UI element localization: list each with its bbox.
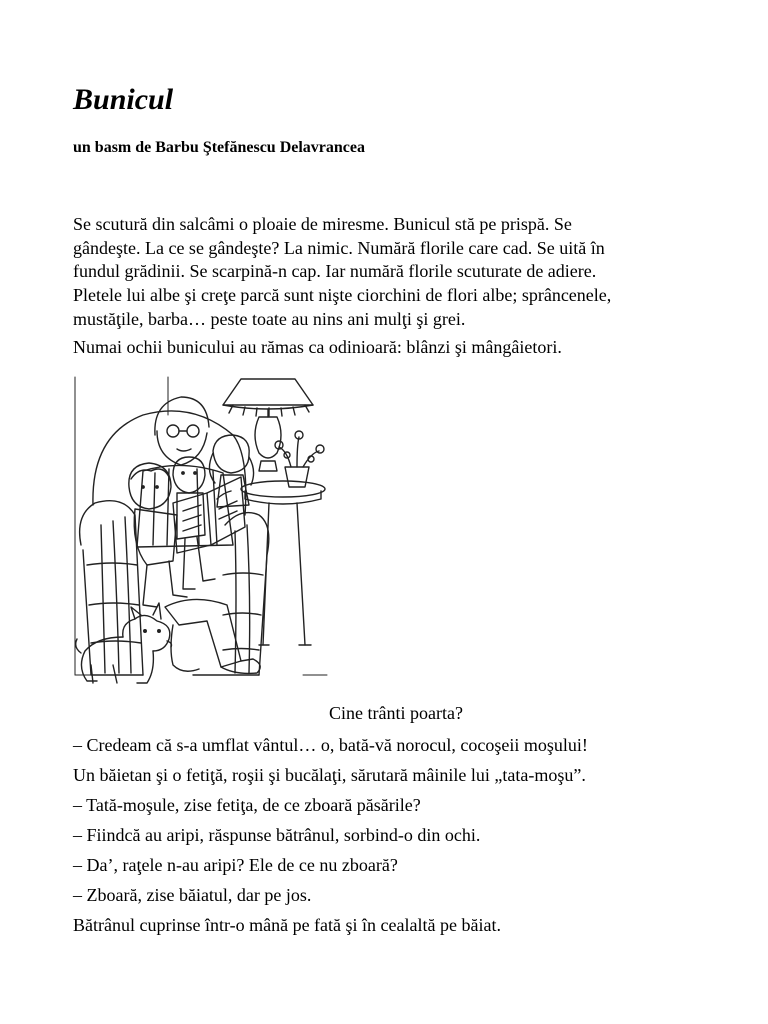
paragraph-line: Pletele lui albe şi creţe parcă sunt nişte ciorchini de flori albe; sprâncenele, <box>73 285 612 306</box>
paragraph-line: fundul grădinii. Se scarpină-n cap. Iar numără florile scuturate de adiere. <box>73 261 597 282</box>
paragraph-1 <box>73 213 713 332</box>
paragraph-2: Numai ochii bunicului au rămas ca odinioară: blânzi şi mângâietori. <box>73 337 562 357</box>
dialogue-line: Un băietan şi o fetiţă, roşii şi bucălaţi, sărutară mâinile lui „tata-moşu”. <box>73 765 586 785</box>
paragraph-line: gândeşte. La ce se gândeşte? La nimic. Numără florile care cad. Se uită în <box>73 237 605 258</box>
dialogue-line: – Credeam că s-a umflat vântul… o, bată-vă norocul, cocoşeii moşului! <box>73 735 588 755</box>
document-title: Bunicul <box>73 83 174 116</box>
paragraph-line: Se scutură din salcâmi o ploaie de miresme. Bunicul stă pe prispă. Se <box>73 214 572 234</box>
paragraph-line: mustăţile, barba… peste toate au nins ani mulţi şi grei. <box>73 308 466 329</box>
dialogue-line: – Fiindcă au aripi, răspunse bătrânul, sorbind-o din ochi. <box>73 825 481 845</box>
dialogue-block <box>73 730 588 940</box>
caption-text: Cine trânti poarta? <box>329 703 463 723</box>
grandfather-reading-to-children-illustration <box>73 375 329 715</box>
dialogue-line: – Da’, raţele n-au aripi? Ele de ce nu zboară? <box>73 855 398 875</box>
dialogue-line: – Zboară, zise băiatul, dar pe jos. <box>73 885 312 905</box>
document-subtitle: un basm de Barbu Ştefănescu Delavrancea <box>73 139 366 156</box>
dialogue-line: – Tată-moşule, zise fetiţa, de ce zboară păsările? <box>73 795 421 815</box>
dialogue-line: Bătrânul cuprinse într-o mână pe fată şi în cealaltă pe băiat. <box>73 915 501 935</box>
